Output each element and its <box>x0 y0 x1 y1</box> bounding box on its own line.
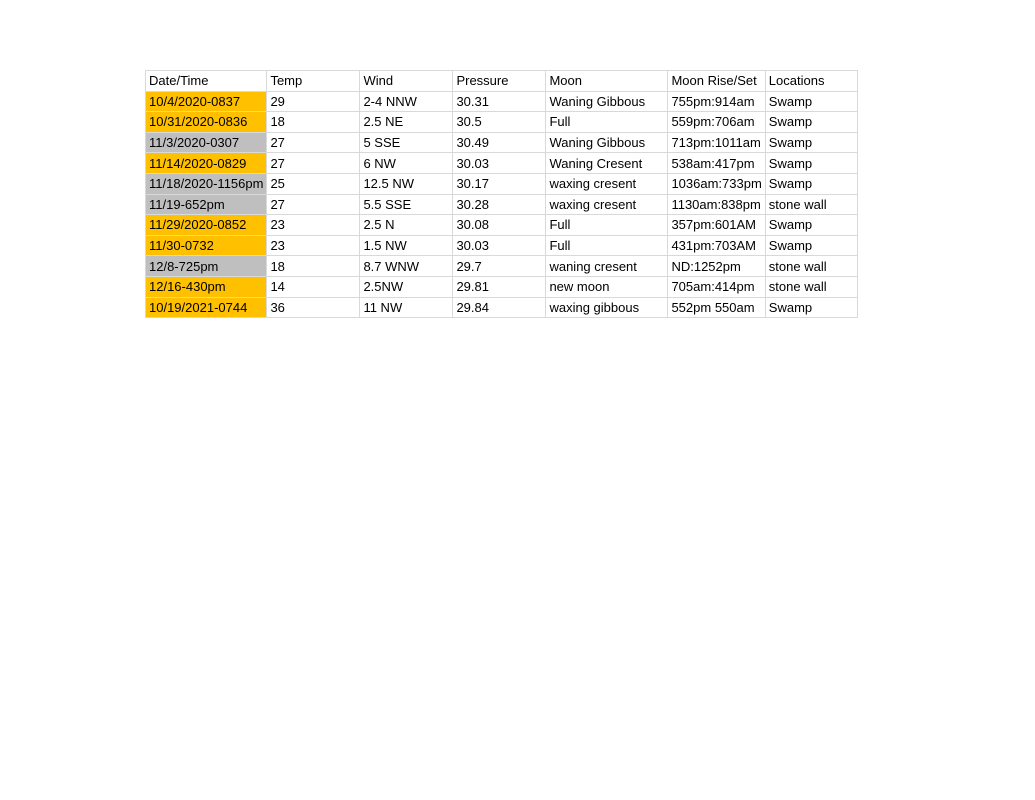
wind-cell[interactable]: 1.5 NW <box>360 235 453 256</box>
moon-rise-set-cell[interactable]: 755pm:914am <box>668 91 765 112</box>
date-time-cell[interactable]: 11/19-652pm <box>146 194 267 215</box>
moon-cell[interactable]: waning cresent <box>546 256 668 277</box>
date-time-cell[interactable]: 12/8-725pm <box>146 256 267 277</box>
wind-cell[interactable]: 12.5 NW <box>360 173 453 194</box>
moon-cell[interactable]: new moon <box>546 276 668 297</box>
header-locations[interactable]: Locations <box>765 71 857 92</box>
wind-cell[interactable]: 2.5NW <box>360 276 453 297</box>
moon-rise-set-cell[interactable]: 1130am:838pm <box>668 194 765 215</box>
moon-rise-set-cell[interactable]: 705am:414pm <box>668 276 765 297</box>
temp-cell[interactable]: 27 <box>267 194 360 215</box>
table-row <box>146 194 858 215</box>
pressure-cell[interactable]: 29.7 <box>453 256 546 277</box>
temp-cell[interactable]: 18 <box>267 256 360 277</box>
location-cell[interactable]: Swamp <box>765 153 857 174</box>
pressure-cell[interactable]: 30.5 <box>453 112 546 133</box>
temp-cell[interactable]: 18 <box>267 112 360 133</box>
moon-cell[interactable]: Full <box>546 235 668 256</box>
temp-cell[interactable]: 29 <box>267 91 360 112</box>
temp-cell[interactable]: 14 <box>267 276 360 297</box>
pressure-cell[interactable]: 30.03 <box>453 153 546 174</box>
table-row <box>146 173 858 194</box>
moon-rise-set-cell[interactable]: 538am:417pm <box>668 153 765 174</box>
location-cell[interactable]: Swamp <box>765 112 857 133</box>
date-time-cell[interactable]: 12/16-430pm <box>146 276 267 297</box>
date-time-cell[interactable]: 11/29/2020-0852 <box>146 215 267 236</box>
pressure-cell[interactable]: 30.28 <box>453 194 546 215</box>
moon-cell[interactable]: Full <box>546 215 668 236</box>
wind-cell[interactable]: 5.5 SSE <box>360 194 453 215</box>
wind-cell[interactable]: 6 NW <box>360 153 453 174</box>
location-cell[interactable]: Swamp <box>765 215 857 236</box>
wind-cell[interactable]: 5 SSE <box>360 132 453 153</box>
header-moon-rise-set[interactable]: Moon Rise/Set <box>668 71 765 92</box>
pressure-cell[interactable]: 30.49 <box>453 132 546 153</box>
location-cell[interactable]: stone wall <box>765 276 857 297</box>
table-row <box>146 276 858 297</box>
wind-cell[interactable]: 2.5 N <box>360 215 453 236</box>
header-moon[interactable]: Moon <box>546 71 668 92</box>
moon-cell[interactable]: waxing cresent <box>546 173 668 194</box>
date-time-cell[interactable]: 11/14/2020-0829 <box>146 153 267 174</box>
table-row <box>146 153 858 174</box>
moon-cell[interactable]: waxing gibbous <box>546 297 668 318</box>
header-wind[interactable]: Wind <box>360 71 453 92</box>
moon-rise-set-cell[interactable]: 713pm:1011am <box>668 132 765 153</box>
moon-cell[interactable]: Full <box>546 112 668 133</box>
location-cell[interactable]: Swamp <box>765 235 857 256</box>
moon-cell[interactable]: Waning Gibbous <box>546 91 668 112</box>
pressure-cell[interactable]: 30.03 <box>453 235 546 256</box>
moon-rise-set-cell[interactable]: 1036am:733pm <box>668 173 765 194</box>
location-cell[interactable]: Swamp <box>765 297 857 318</box>
moon-cell[interactable]: Waning Cresent <box>546 153 668 174</box>
temp-cell[interactable]: 27 <box>267 132 360 153</box>
date-time-cell[interactable]: 11/3/2020-0307 <box>146 132 267 153</box>
date-time-cell[interactable]: 10/19/2021-0744 <box>146 297 267 318</box>
date-time-cell[interactable]: 11/30-0732 <box>146 235 267 256</box>
moon-rise-set-cell[interactable]: ND:1252pm <box>668 256 765 277</box>
location-cell[interactable]: Swamp <box>765 132 857 153</box>
table-row <box>146 256 858 277</box>
moon-rise-set-cell[interactable]: 431pm:703AM <box>668 235 765 256</box>
header-temp[interactable]: Temp <box>267 71 360 92</box>
header-date-time[interactable]: Date/Time <box>146 71 267 92</box>
location-cell[interactable]: Swamp <box>765 173 857 194</box>
date-time-cell[interactable]: 10/31/2020-0836 <box>146 112 267 133</box>
moon-rise-set-cell[interactable]: 357pm:601AM <box>668 215 765 236</box>
location-cell[interactable]: Swamp <box>765 91 857 112</box>
table-row <box>146 297 858 318</box>
table-row <box>146 91 858 112</box>
table-row <box>146 235 858 256</box>
date-time-cell[interactable]: 11/18/2020-1156pm <box>146 173 267 194</box>
date-time-cell[interactable]: 10/4/2020-0837 <box>146 91 267 112</box>
pressure-cell[interactable]: 30.31 <box>453 91 546 112</box>
pressure-cell[interactable]: 29.81 <box>453 276 546 297</box>
temp-cell[interactable]: 23 <box>267 215 360 236</box>
temp-cell[interactable]: 23 <box>267 235 360 256</box>
table-row <box>146 215 858 236</box>
table-row <box>146 132 858 153</box>
header-pressure[interactable]: Pressure <box>453 71 546 92</box>
moon-rise-set-cell[interactable]: 552pm 550am <box>668 297 765 318</box>
wind-cell[interactable]: 11 NW <box>360 297 453 318</box>
wind-cell[interactable]: 2.5 NE <box>360 112 453 133</box>
moon-cell[interactable]: Waning Gibbous <box>546 132 668 153</box>
table-body <box>146 71 858 318</box>
temp-cell[interactable]: 36 <box>267 297 360 318</box>
pressure-cell[interactable]: 29.84 <box>453 297 546 318</box>
moon-rise-set-cell[interactable]: 559pm:706am <box>668 112 765 133</box>
pressure-cell[interactable]: 30.08 <box>453 215 546 236</box>
location-cell[interactable]: stone wall <box>765 256 857 277</box>
table-row <box>146 112 858 133</box>
temp-cell[interactable]: 27 <box>267 153 360 174</box>
wind-cell[interactable]: 8.7 WNW <box>360 256 453 277</box>
pressure-cell[interactable]: 30.17 <box>453 173 546 194</box>
wind-cell[interactable]: 2-4 NNW <box>360 91 453 112</box>
header-row <box>146 71 858 92</box>
moon-cell[interactable]: waxing cresent <box>546 194 668 215</box>
location-cell[interactable]: stone wall <box>765 194 857 215</box>
temp-cell[interactable]: 25 <box>267 173 360 194</box>
observation-table <box>145 70 858 318</box>
